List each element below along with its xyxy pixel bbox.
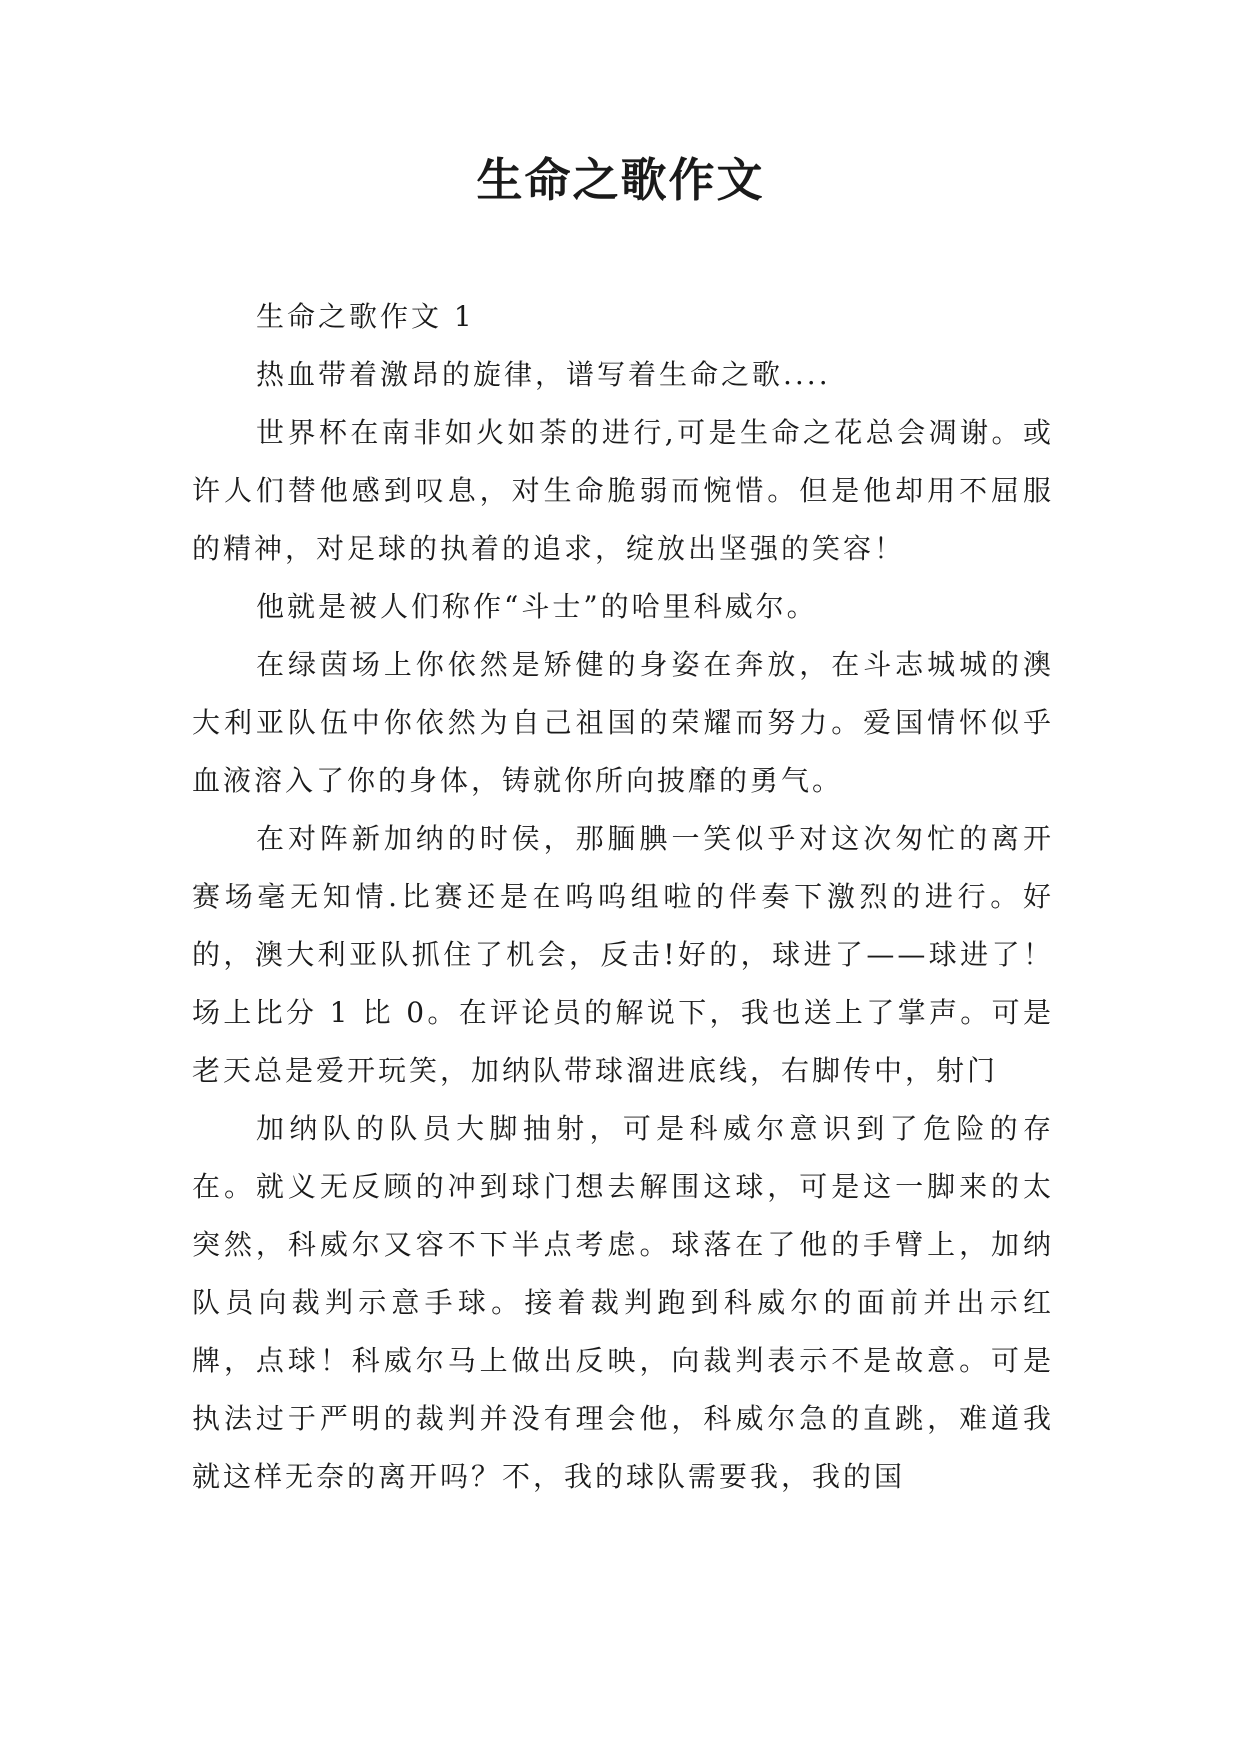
paragraph-heading: 生命之歌作文 1: [256, 300, 475, 333]
paragraph: 他就是被人们称作“斗士”的哈里科威尔。: [256, 590, 818, 623]
document-title: 生命之歌作文: [476, 153, 765, 207]
paragraph: 热血带着激昂的旋律，谱写着生命之歌....: [256, 358, 831, 391]
paragraph: 加纳队的队员大脚抽射，可是科威尔意识到了危险的存在。就义无反顾的冲到球门想去解围这球，可是这一脚来的太突然，科威尔又容不下半点考虑。球落在了他的手臂上，加纳队员向裁判示意手球。接着裁判跑到科威尔的面前并出示红牌，点球！科威尔马上做出反映，向裁判表示不是故意。可是执法过于严明的裁判并没有理会他，科威尔急的直跳，难道我就这样无奈的离开吗？不，我的球队需要我，我的国: [192, 1112, 1054, 1493]
paragraph: 世界杯在南非如火如荼的进行,可是生命之花总会凋谢。或许人们替他感到叹息，对生命脆弱而惋惜。但是他却用不屈服的精神，对足球的执着的追求，绽放出坚强的笑容！: [192, 416, 1054, 565]
paragraph: 在绿茵场上你依然是矫健的身姿在奔放，在斗志城城的澳大利亚队伍中你依然为自己祖国的荣耀而努力。爱国情怀似乎血液溶入了你的身体，铸就你所向披靡的勇气。: [192, 648, 1054, 797]
paragraph: 在对阵新加纳的时侯，那腼腆一笑似乎对这次匆忙的离开赛场毫无知情.比赛还是在呜呜组啦的伴奏下激烈的进行。好的，澳大利亚队抓住了机会，反击!好的，球进了——球进了！场上比分 1 比 0。在评论员的解说下，我也送上了掌声。可是老天总是爱开玩笑，加纳队带球溜进底线，右脚传中，射门: [192, 822, 1054, 1087]
document-body: [192, 288, 1054, 1506]
